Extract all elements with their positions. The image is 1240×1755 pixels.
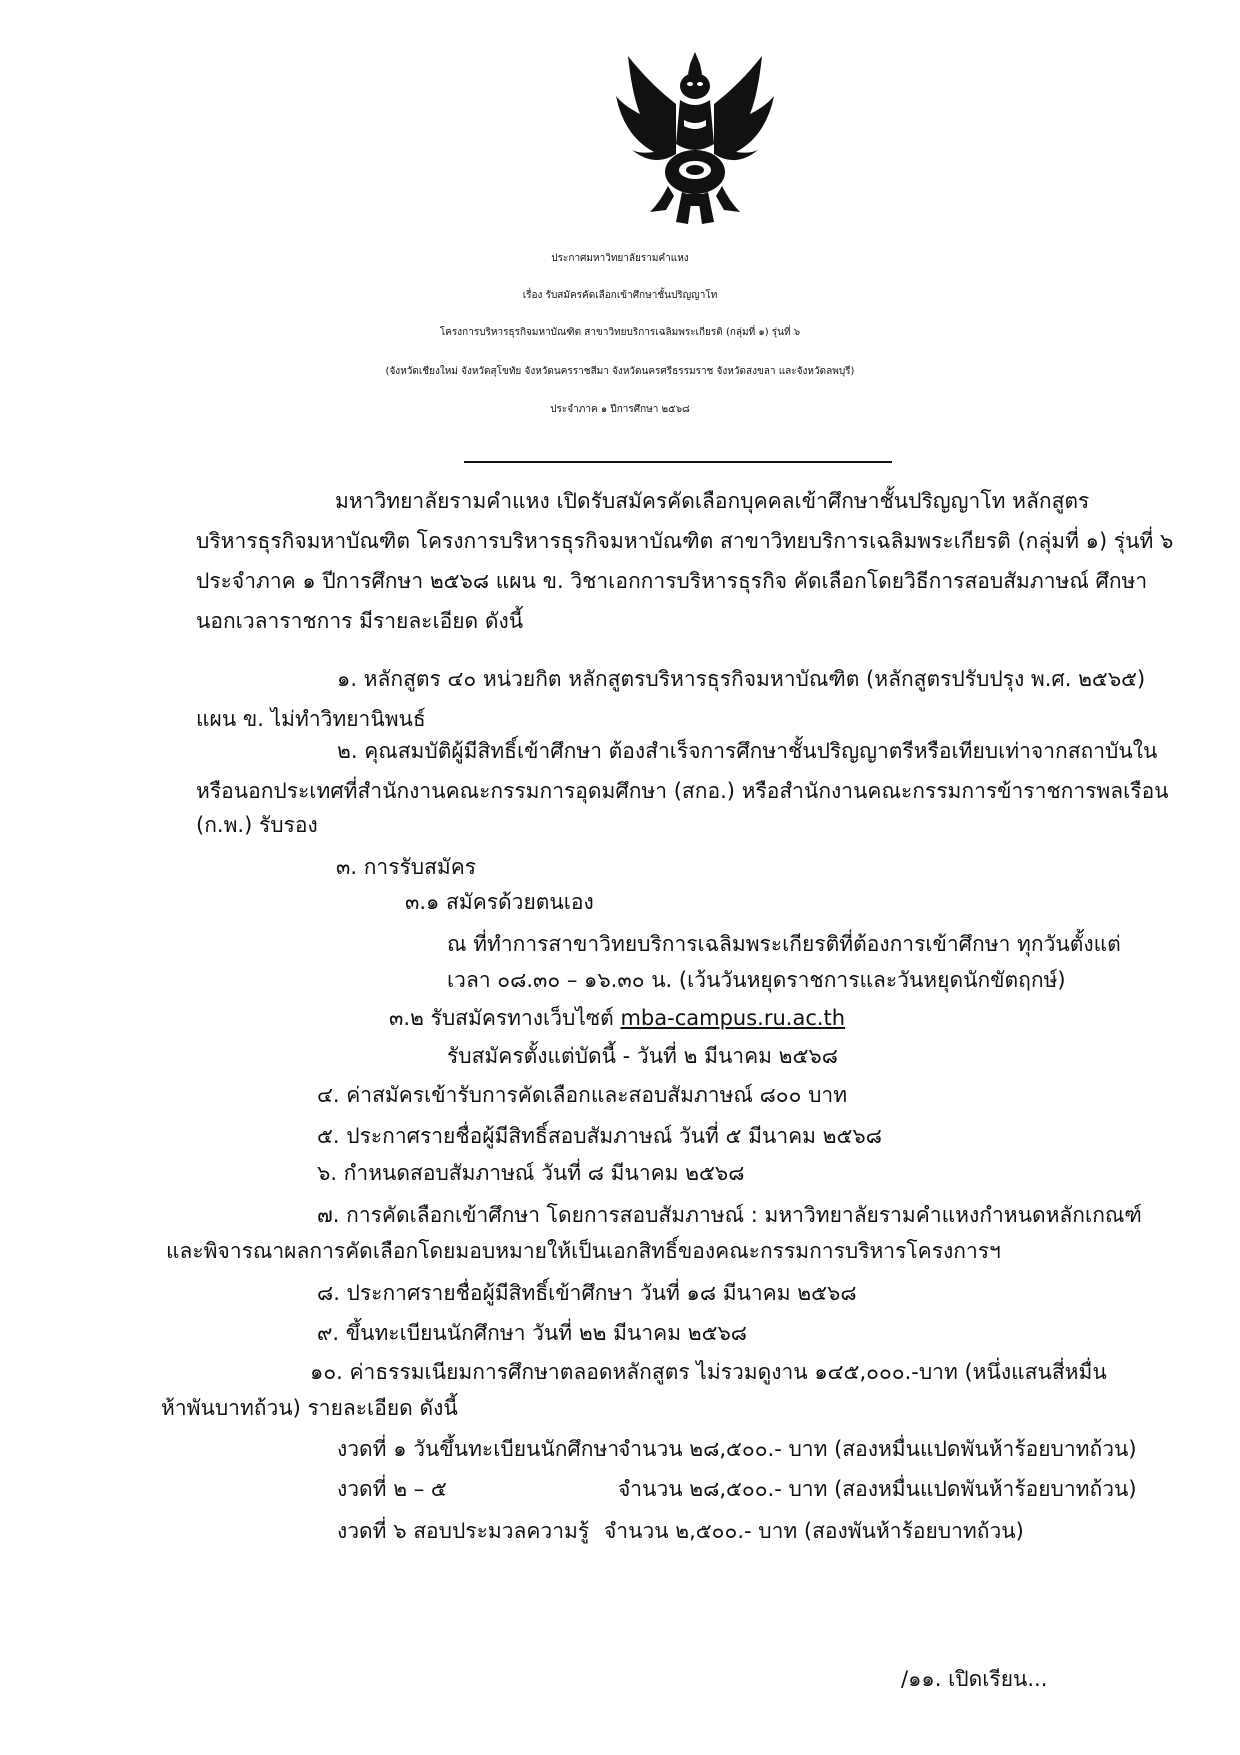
announcement-title: ประกาศมหาวิทยาลัยรามคำแหง xyxy=(551,253,689,264)
item-4: ๔. ค่าสมัครเข้ารับการคัดเลือกและสอบสัมภาษณ์ ๘๐๐ บาท xyxy=(317,1083,848,1107)
item-10-line: ห้าพันบาทถ้วน) รายละเอียด ดังนี้ xyxy=(161,1396,458,1420)
intro-paragraph-line: มหาวิทยาลัยรามคำแหง เปิดรับสมัครคัดเลือกบุคคลเข้าศึกษาชั้นปริญญาโท หลักสูตร xyxy=(335,489,1090,513)
installment-label: งวดที่ ๒ – ๕ xyxy=(337,1477,447,1501)
item-3-2-line xyxy=(389,1003,845,1033)
item-3-1-detail: เวลา ๐๘.๓๐ – ๑๖.๓๐ น. (เว้นวันหยุดราชการและวันหยุดนักขัตฤกษ์) xyxy=(447,968,1066,992)
item-2-line: หรือนอกประเทศที่สำนักงานคณะกรรมการอุดมศึกษา (สกอ.) หรือสำนักงานคณะกรรมการข้าราชการพลเรือน xyxy=(196,779,1169,803)
item-3-1-detail: ณ ที่ทำการสาขาวิทยบริการเฉลิมพระเกียรติที่ต้องการเข้าศึกษา ทุกวันตั้งแต่ xyxy=(447,932,1121,956)
installment-amount: จำนวน ๒๘,๕๐๐.- บาท (สองหมื่นแปดพันห้าร้อยบาทถ้วน) xyxy=(618,1437,1137,1461)
province-list: (จังหวัดเชียงใหม่ จังหวัดสุโขทัย จังหวัดนครราชสีมา จังหวัดนครศรีธรรมราช จังหวัดสงขลา และจังหวัดลพบุรี) xyxy=(385,366,855,377)
garuda-emblem xyxy=(610,44,780,230)
item-5: ๕. ประกาศรายชื่อผู้มีสิทธิ์สอบสัมภาษณ์ วันที่ ๕ มีนาคม ๒๕๖๘ xyxy=(317,1124,882,1148)
item-1-line: แผน ข. ไม่ทำวิทยานิพนธ์ xyxy=(196,707,426,731)
semester-line: ประจำภาค ๑ ปีการศึกษา ๒๕๖๘ xyxy=(550,404,690,415)
installment-amount: จำนวน ๒๘,๕๐๐.- บาท (สองหมื่นแปดพันห้าร้อยบาทถ้วน) xyxy=(618,1477,1137,1501)
intro-paragraph-line: นอกเวลาราชการ มีรายละเอียด ดังนี้ xyxy=(196,609,524,633)
item-7-line: ๗. การคัดเลือกเข้าศึกษา โดยการสอบสัมภาษณ์ : มหาวิทยาลัยรามคำแหงกำหนดหลักเกณฑ์ xyxy=(317,1203,1142,1227)
intro-paragraph-line: ประจำภาค ๑ ปีการศึกษา ๒๕๖๘ แผน ข. วิชาเอกการบริหารธุรกิจ คัดเลือกโดยวิธีการสอบสัมภาษณ์ ศึกษา xyxy=(196,569,1148,593)
item-10-line: ๑๐. ค่าธรรมเนียมการศึกษาตลอดหลักสูตร ไม่รวมดูงาน ๑๔๕,๐๐๐.-บาท (หนึ่งแสนสี่หมื่น xyxy=(310,1360,1107,1384)
item-3-2-detail: รับสมัครตั้งแต่บัดนี้ - วันที่ ๒ มีนาคม ๒๕๖๘ xyxy=(447,1044,838,1068)
item-3-title: ๓. การรับสมัคร xyxy=(336,855,477,879)
installment-amount: จำนวน ๒,๕๐๐.- บาท (สองพันห้าร้อยบาทถ้วน) xyxy=(604,1519,1024,1543)
item-7-line: และพิจารณาผลการคัดเลือกโดยมอบหมายให้เป็นเอกสิทธิ์ของคณะกรรมการบริหารโครงการฯ xyxy=(166,1239,1001,1263)
item-8: ๘. ประกาศรายชื่อผู้มีสิทธิ์เข้าศึกษา วันที่ ๑๘ มีนาคม ๒๕๖๘ xyxy=(317,1281,857,1305)
installment-label: งวดที่ ๖ สอบประมวลความรู้ xyxy=(337,1519,590,1543)
continued-footer: /๑๑. เปิดเรียน... xyxy=(901,1667,1048,1691)
announcement-subject: เรื่อง รับสมัครคัดเลือกเข้าศึกษาชั้นปริญญาโท xyxy=(522,290,718,301)
intro-paragraph-line: บริหารธุรกิจมหาบัณฑิต โครงการบริหารธุรกิจมหาบัณฑิต สาขาวิทยบริการเฉลิมพระเกียรติ (กลุ่มที่ ๑) รุ่นที่ ๖ xyxy=(196,529,1174,553)
registration-website-link[interactable]: mba-campus.ru.ac.th xyxy=(620,1006,846,1030)
item-1-line: ๑. หลักสูตร ๔๐ หน่วยกิต หลักสูตรบริหารธุรกิจมหาบัณฑิต (หลักสูตรปรับปรุง พ.ศ. ๒๕๖๕) xyxy=(337,667,1146,691)
item-3-2-label: ๓.๒ รับสมัครทางเว็บไซต์ xyxy=(389,1006,621,1030)
installment-label: งวดที่ ๑ วันขึ้นทะเบียนนักศึกษา xyxy=(337,1437,620,1461)
item-3-1-title: ๓.๑ สมัครด้วยตนเอง xyxy=(405,890,594,914)
item-6: ๖. กำหนดสอบสัมภาษณ์ วันที่ ๘ มีนาคม ๒๕๖๘ xyxy=(317,1161,745,1185)
item-2-line: ๒. คุณสมบัติผู้มีสิทธิ์เข้าศึกษา ต้องสำเร็จการศึกษาชั้นปริญญาตรีหรือเทียบเท่าจากสถาบันใน xyxy=(337,739,1158,763)
header-divider xyxy=(464,461,892,463)
item-9: ๙. ขึ้นทะเบียนนักศึกษา วันที่ ๒๒ มีนาคม ๒๕๖๘ xyxy=(317,1321,748,1345)
item-2-line: (ก.พ.) รับรอง xyxy=(196,813,318,837)
program-title: โครงการบริหารธุรกิจมหาบัณฑิต สาขาวิทยบริการเฉลิมพระเกียรติ (กลุ่มที่ ๑) รุ่นที่ ๖ xyxy=(439,327,801,338)
